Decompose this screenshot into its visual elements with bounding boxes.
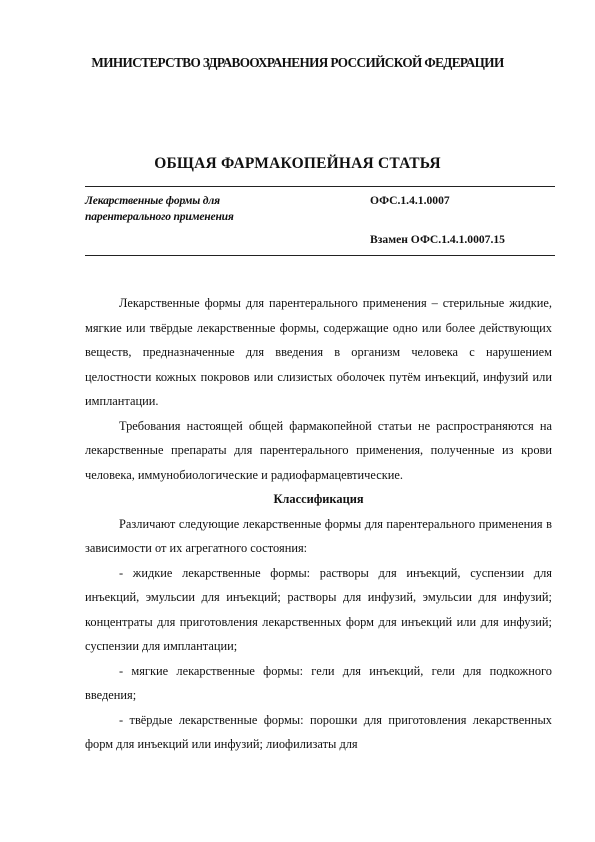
list-item-soft-forms: - мягкие лекарственные формы: гели для инъекций, гели для подкожного введения; [85,663,552,702]
article-name-line-2: парентерального применения [85,210,234,223]
paragraph-classification-intro: Различают следующие лекарственные формы для парентерального применения в зависимости от их агрегатного состояния: [85,516,552,555]
list-item-liquid-forms: - жидкие лекарственные формы: растворы для инъекций, суспензии для инъекций, эмульсии для инъекций; растворы для инфузий, эмульсии для инфузий; концентраты для приготовления лекарственных форм для инъекций или для инфузий; суспензии для имплантации; [85,565,552,653]
document-body [85,291,552,757]
article-name [85,193,345,225]
article-name-line-1: Лекарственные формы для [85,194,220,207]
replaces-code: Взамен ОФС.1.4.1.0007.15 [370,233,505,246]
document-title: ОБЩАЯ ФАРМАКОПЕЙНАЯ СТАТЬЯ [154,155,441,172]
top-divider [85,186,555,187]
article-code: ОФС.1.4.1.0007 [370,194,450,207]
bottom-divider [85,255,555,256]
paragraph-definition: Лекарственные формы для парентерального применения – стерильные жидкие, мягкие или твёрдые лекарственные формы, содержащие одно или более действующих веществ, предназначенные для введения в организм человека с нарушением целостности кожных покровов или слизистых оболочек путём инъекций, инфузий или имплантации. [85,296,552,408]
paragraph-scope: Требования настоящей общей фармакопейной статьи не распространяются на лекарственные препараты для парентерального применения, полученные из крови человека, иммунобиологические и радиофармацевтические. [85,418,552,482]
list-item-solid-forms: - твёрдые лекарственные формы: порошки для приготовления лекарственных форм для инъекций или инфузий; лиофилизаты для [85,712,552,751]
section-heading-classification: Классификация [273,492,364,506]
ministry-header: МИНИСТЕРСТВО ЗДРАВООХРАНЕНИЯ РОССИЙСКОЙ ФЕДЕРАЦИИ [91,55,504,70]
